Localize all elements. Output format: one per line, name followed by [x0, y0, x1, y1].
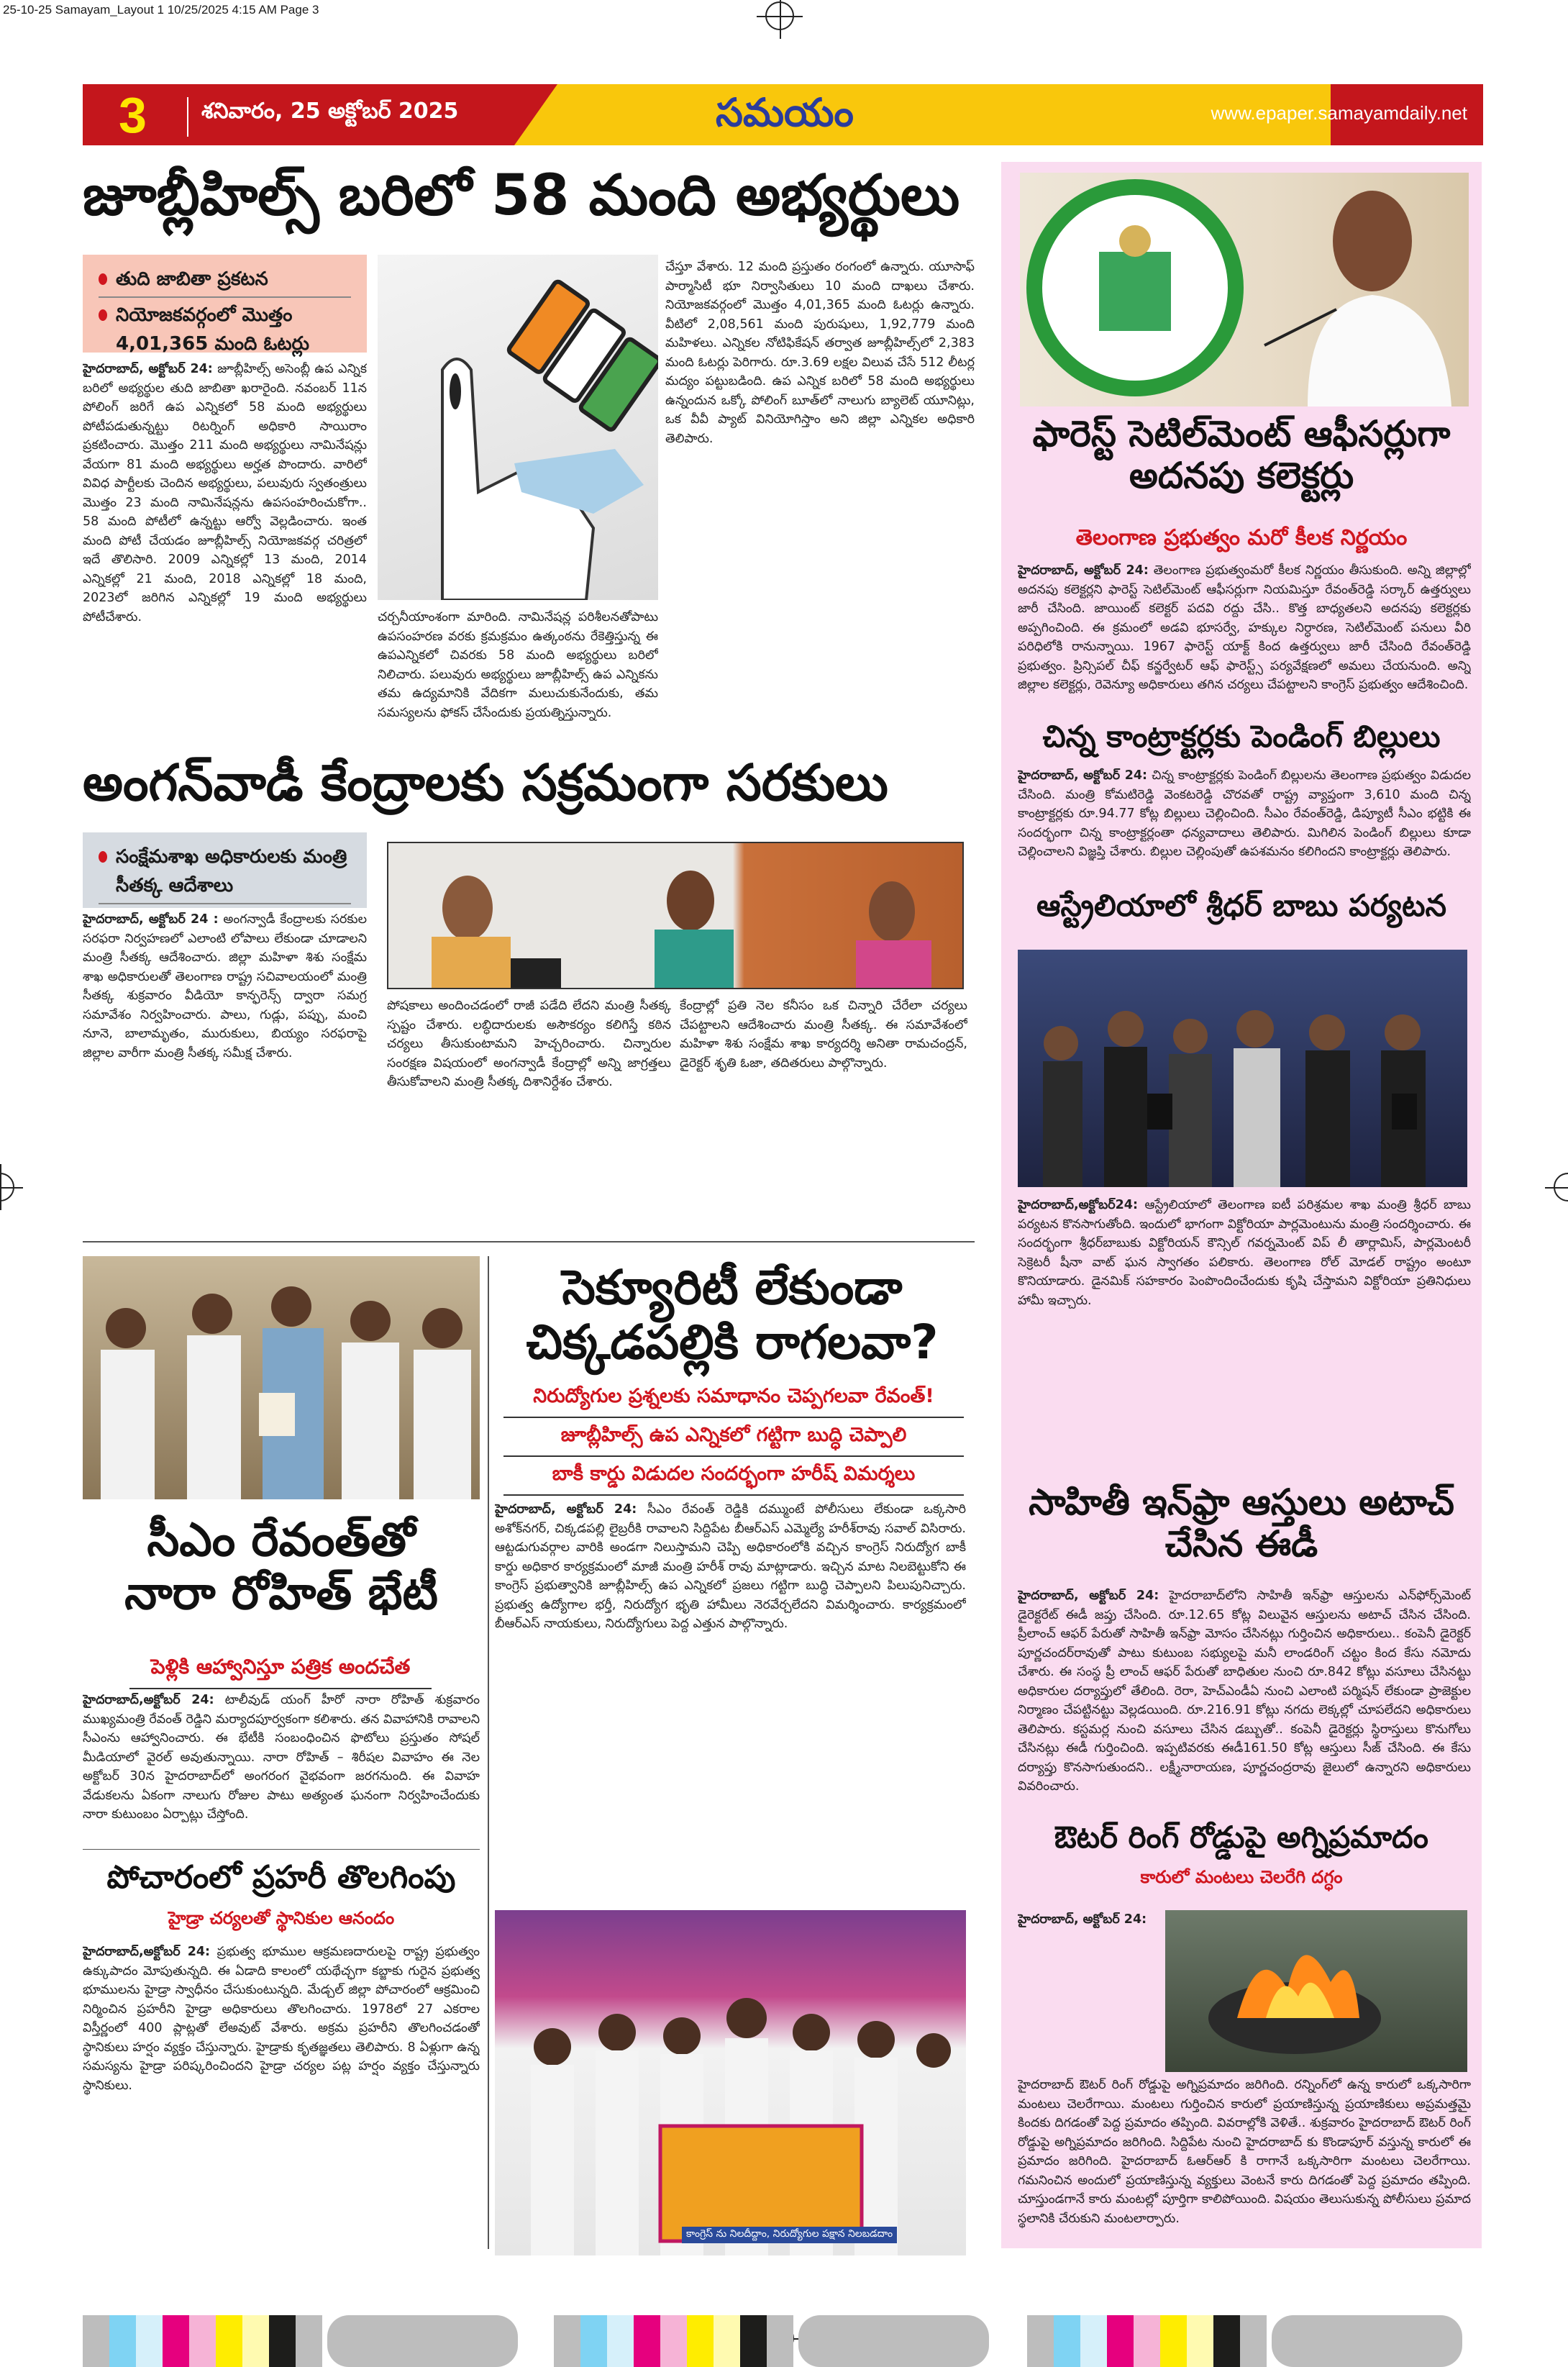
print-slug: 25-10-25 Samayam_Layout 1 10/25/2025 4:15 AM Page 3 — [3, 3, 319, 17]
people-photo-icon — [495, 1910, 966, 2255]
ink-finger-icon — [378, 255, 658, 600]
color-swatch — [767, 2315, 793, 2367]
registration-mark-icon — [765, 1, 794, 30]
registration-mark-icon — [1554, 1173, 1568, 1201]
article-body: పోషకాలు అందించడంలో రాజీ పడేది లేదని మంత్రి సీతక్క స్పష్టం చేశారు. లబ్ధిదారులకు అసౌకర్యం కలిగిస్తే కఠిన చర్యలు తీసుకుంటామని హెచ్చరించారు. చిన్నారుల సంరక్షణ విషయంలో అంగన్వాడీ కేంద్రాల్లో అన్ని జాగ్రత్తలు తీసుకోవాలని మంత్రి సీతక్క దిశానిర్దేశం చేశారు. — [387, 999, 671, 1089]
subheadline: తెలంగాణ ప్రభుత్వం మరో కీలక నిర్ణయం — [1075, 525, 1408, 550]
dateline: హైదరాబాద్,అక్టోబర్24: — [1018, 1198, 1138, 1212]
color-swatch — [1213, 2315, 1240, 2367]
color-swatch — [634, 2315, 660, 2367]
headline-cm-nara-rohit — [83, 1514, 480, 1620]
subheadline: పెళ్లికి ఆహ్వానిస్తూ పత్రిక అందచేత — [129, 1655, 432, 1689]
divider — [187, 97, 188, 137]
headline-fire: ఔటర్ రింగ్ రోడ్డుపై అగ్నిప్రమాదం — [1054, 1819, 1428, 1855]
headline-jubilee-hills: జూబ్లీహిల్స్ బరిలో 58 మంది అభ్యర్థులు — [83, 163, 960, 228]
color-swatch — [216, 2315, 242, 2367]
grey-patch — [1272, 2315, 1462, 2367]
divider — [83, 1241, 975, 1242]
highlights-box — [83, 255, 367, 353]
photo-banner-text: కాంగ్రెస్ ను నిలదీద్దాం, నిరుద్యోగుల పక్షాన నిలబడదాం — [682, 2227, 897, 2243]
color-swatch — [109, 2315, 136, 2367]
color-swatch — [714, 2315, 740, 2367]
color-swatch — [83, 2315, 109, 2367]
article-text: టాలీవుడ్ యంగ్ హీరో నారా రోహిత్ శుక్రవారం ముఖ్యమంత్రి రేవంత్ రెడ్డిని మర్యాదపూర్వకంగా కలిశారు. తన వివాహానికి రావాలని సీఎంను ఆహ్వానించారు. ఈ భేటీకి సంబంధించిన ఫొటోలు ప్రస్తుతం సోషల్ మీడియాలో వైరల్ అవుతున్నాయి. నారా రోహిత్ – శిరీషల వివాహం ఈ నెల అక్టోబర్ 30న హైదరాబాద్‌లో అంగరంగ వైభవంగా జరగనుంది. ఈ వివాహ వేడుకలను ఏకంగా నాలుగు రోజుల పాటు అత్యంత ఘనంగా నిర్వహించేందుకు నారా కుటుంబం ఏర్పాట్లు చేస్తోంది. — [83, 1693, 480, 1822]
headline-line: సీఎం రేవంత్‌తో — [147, 1514, 416, 1567]
fire-icon — [1165, 1910, 1467, 2072]
subheadline: జూబ్లీహిల్స్ ఉప ఎన్నికలో గట్టిగా బుద్ధి చెప్పాలి — [503, 1424, 964, 1457]
meeting-photo — [387, 842, 964, 989]
article-text: ఆస్ట్రేలియాలో తెలంగాణ ఐటీ పరిశ్రమల శాఖ మంత్రి శ్రీధర్ బాబు పర్యటన కొనసాగుతోంది. ఇందులో భాగంగా విక్టోరియా పార్లమెంటును మంత్రి సందర్శించారు. ఈ సందర్భంగా శ్రీధర్‌బాబుకు విక్టోరియన్ కౌన్సిల్ గవర్నమెంట్ విప్ లీ తార్లామిస్, పార్లమెంటరీ సెక్రెటరీ షీనా వాట్ ఘన స్వాగతం పలికారు. తెలంగాణ రోల్ మోడల్ రాష్ట్రం అంటూ కొనియాడారు. డైనమిక్ సహకారం పెంపొందించేందుకు కృషి చేస్తామని విక్టోరియా ప్రతినిధులు హామీ ఇచ్చారు. — [1018, 1198, 1471, 1308]
government-photo — [1020, 173, 1469, 406]
subheadline: కారులో మంటలు చెలరేగి దగ్ధం — [1140, 1867, 1343, 1887]
headline-anganwadi: అంగన్‌వాడీ కేంద్రాలకు సక్రమంగా సరకులు — [83, 753, 888, 812]
issue-date: శనివారం, 25 అక్టోబర్ 2025 — [201, 99, 459, 124]
color-swatch — [242, 2315, 269, 2367]
color-swatch — [163, 2315, 189, 2367]
dateline: హైదరాబాద్, అక్టోబర్ 24: — [1018, 1912, 1147, 1927]
highlight-item: సంక్షేమశాఖ అధికారులకు మంత్రి సీతక్క ఆదేశాలు — [99, 842, 351, 904]
article-text: జూబ్లీహిల్స్ అసెంబ్లీ ఉప ఎన్నిక బరిలో అభ్యర్థుల తుది జాబితా ఖరారైంది. నవంబర్ 11న పోలింగ్ జరిగే ఉప ఎన్నికలో 58 మంది అభ్యర్థులు పోటీపడుతున్నట్టు రిటర్నింగ్ అధికారి సాయిరాం ప్రకటించారు. మొత్తం 211 మంది అభ్యర్థులు నామినేషన్లు వేయగా 81 మంది అభ్యర్థులు అర్హత పొందారు. వారిలో వివిధ పార్టీలకు చెందిన అభ్యర్థులు, పలువురు స్వతంత్రులు మొత్తం 23 మంది నామినేషన్లను ఉపసంహరించుకోగా.. 58 మంది పోటీలో ఉన్నట్టు ఆర్వో వెల్లడించారు. ఇంత మంది పోటీ చేయడం జూబ్లీహిల్స్ నియోజకవర్గ చరిత్రలో ఇదే తొలిసారి. 2009 ఎన్నికల్లో 13 మంది, 2014 ఎన్నికల్లో 21 మంది, 2018 ఎన్నికల్లో 18 మంది, 2023లో జరిగిన ఎన్నికల్లో 19 మంది అభ్యర్థులు పోటీచేశారు. — [83, 362, 367, 624]
brs-event-photo — [495, 1910, 966, 2255]
dateline: హైదరాబాద్,అక్టోబర్ 24: — [83, 1693, 214, 1707]
article-body — [495, 1500, 966, 1899]
masthead — [83, 84, 1483, 145]
article-body — [1018, 1586, 1471, 1824]
grey-patch — [327, 2315, 518, 2367]
highlights-box — [83, 832, 367, 908]
color-swatch — [189, 2315, 216, 2367]
headline-contractors: చిన్న కాంట్రాక్టర్లకు పెండింగ్ బిల్లులు — [1042, 719, 1441, 754]
headline-line: సెక్యూరిటీ లేకుండా — [562, 1260, 903, 1315]
people-photo-icon — [388, 843, 964, 989]
color-swatch — [1080, 2315, 1107, 2367]
article-text: తెలంగాణ ప్రభుత్వంమరో కీలక నిర్ణయం తీసుకుంది. అన్ని జిల్లాల్లో అదనపు కలెక్టర్లని ఫారెస్ట్ సెటిల్‌మెంట్ ఆఫీసర్లుగా నియమిస్తూ రేవంత్‌రెడ్డి సర్కార్ ఉత్తర్వులు జారీ చేసింది. జాయింట్ కలెక్టర్ పదవి రద్దు చేసి.. కొత్త బాధ్యతలని అదనపు కలెక్టర్లకు అప్పగించింది. ఈ క్రమంలో అడవి భూసర్వే, హక్కుల నిర్ధారణ, సెటిల్‌మెంట్ పనులు వీరి పరిధిలోకి రానున్నాయి. 1967 ఫారెస్ట్ యాక్ట్ కింద ఉత్తర్వులు జారీ చేసింది రేవంత్‌రెడ్డి ప్రభుత్వం. ప్రిన్సిపల్ చీఫ్ కన్జర్వేటర్ ఆఫ్ ఫారెస్ట్స్ పర్యవేక్షణలో అమలు చేయనుంది. అన్ని జిల్లాల కలెక్టర్లు, రెవెన్యూ అధికారులు తగిన చర్యలు చేపట్టాలని కాంగ్రెస్ ప్రభుత్వం ఆదేశించింది. — [1018, 563, 1471, 692]
color-swatch — [1240, 2315, 1267, 2367]
car-fire-photo — [1165, 1910, 1467, 2072]
headline-australia: ఆస్ట్రేలియాలో శ్రీధర్ బాబు పర్యటన — [1036, 888, 1446, 923]
highlight-item: నియోజకవర్గంలో మొత్తం 4,01,365 మంది ఓటర్లు — [99, 301, 351, 361]
color-swatch — [1054, 2315, 1080, 2367]
color-swatch — [740, 2315, 767, 2367]
color-swatch — [1027, 2315, 1054, 2367]
subheadline: నిరుద్యోగుల ప్రశ్నలకు సమాధానం చెప్పగలవా రేవంత్! — [503, 1385, 964, 1418]
color-swatch — [1107, 2315, 1134, 2367]
headline-line: నారా రోహిత్ భేటీ — [124, 1566, 438, 1620]
dateline: హైదరాబాద్,అక్టోబర్ 24: — [83, 1945, 211, 1959]
divider — [83, 1849, 480, 1850]
headline-security — [495, 1260, 970, 1370]
article-text: అంగన్వాడీ కేంద్రాలకు సరకుల సరఫరా నిర్వహణలో ఎలాంటి లోపాలు లేకుండా చూడాలని మంత్రి సీతక్క ఆదేశించారు. జిల్లా మహిళా శిశు సంక్షేమ శాఖ అధికారులతో తెలంగాణ రాష్ట్ర సచివాలయంలో మంత్రి సీతక్క శుక్రవారం వీడియో కాన్ఫరెన్స్ ద్వారా సమగ్ర సమావేశం నిర్వహించారు. పాలు, గుడ్లు, పప్పు, మంచి నూనె, బాలామృతం, మురుకులు, బియ్యం సరఫరాపై జిల్లాల వారీగా మంత్రి సీతక్క సమీక్ష చేశారు. — [83, 912, 367, 1060]
subheadline: బాకీ కార్డు విడుదల సందర్భంగా హరీష్ విమర్శలు — [503, 1463, 964, 1496]
article-text: హైదరాబాద్‌లోని సాహితీ ఇన్‌ఫ్రా ఆస్తులను ఎన్‌ఫోర్స్‌మెంట్ డైరెక్టరేట్ ఈడీ జప్తు చేసింది. రూ.12.65 కోట్ల విలువైన ఆస్తులను అటాచ్ చేసిన చేసింది. ప్రీలాంచ్ ఆఫర్ పేరుతో సాహితీ ఇన్‌ఫ్రా మోసం చేసినట్లు గుర్తించిన అధికారులు.. కంపెనీ డైరెక్టర్ పూర్ణచందర్‌రావుతో పాటు కుటుంబ సభ్యులపై మనీ లాండరింగ్ చట్టం కింద కేసు నమోదు చేశారు. ఈ సంస్థ ప్రీ లాంచ్ ఆఫర్ పేరుతో బాధితుల నుంచి రూ.842 కోట్లు వసూలు చేసినట్టు అధికారుల దర్యాప్తులో తేలింది. రెరా, హెచ్ఎండీఏ నుంచి ఎలాంటి పర్మిషన్ లేకుండా ప్రాజెక్టుల నిర్మాణం చేపట్టినట్టు వెల్లడయింది. రూ.216.91 కోట్లు నగదు లెక్కల్లో చూపలేదని అధికారులు తెలిపారు. కస్టమర్ల నుంచి వసూలు చేసిన డబ్బుతో.. కంపెనీ డైరెక్టర్లు స్థిరాస్తులు కొనుగోలు చేసినట్లు ఈడీ గుర్తించింది. ఇప్పటివరకు ఈడీ161.50 కోట్ల ఆస్తులు సీజ్ చేసింది. ఈ కేసు దర్యాప్తు కొనసాగుతుందని.. లక్ష్మీనారాయణ, పూర్ణచంద్రరావు జైలులో ఉన్నారని అధికారులు వివరించారు. — [1018, 1589, 1471, 1794]
article-text: చిన్న కాంట్రాక్టర్లకు పెండింగ్ బిల్లులను తెలంగాణ ప్రభుత్వం విడుదల చేసింది. మంత్రి కోమటిరెడ్డి వెంకటరెడ్డి చొరవతో రాష్ట్ర వ్యాప్తంగా 3,610 మంది చిన్న కాంట్రాక్టర్లకు రూ.94.77 కోట్ల బిల్లులు చెల్లించింది. సీఎం రేవంత్‌రెడ్డి, డిప్యూటీ సీఎం భట్టికి ఈ సందర్భంగా చిన్న కాంట్రాక్టర్లంతా ధన్యవాదాలు తెలిపారు. మిగిలిన పెండింగ్ బిల్లులు కూడా చెల్లించాలని విజ్ఞప్తి చేశారు. బిల్లుల చెల్లింపుతో ఉపశమనం కలిగిందని కాంట్రాక్టర్లు తెలిపారు. — [1018, 768, 1471, 859]
article-body: హైదరాబాద్ ఔటర్ రింగ్ రోడ్డుపై అగ్నిప్రమాదం జరిగింది. రన్నింగ్‌లో ఉన్న కారులో ఒక్కసారిగా మంటలు చెలరేగాయి. మంటలు గుర్తించిన కారులో ప్రయాణిస్తున్న ప్రయాణికులు అప్రమత్తమై కిందకు దిగడంతో పెద్ద ప్రమాదం తప్పింది. వివరాల్లోకి వెళితే.. శుక్రవారం హైదరాబాద్ ఔటర్ రింగ్ రోడ్డుపై అగ్నిప్రమాదం జరిగింది. సిద్దిపేట నుంచి హైదరాబాద్ కు కొండాపూర్ వస్తున్న కారులో ఈ ప్రమాదం జరిగింది. హైదరాబాద్ ఓఆర్ఆర్ కి రాగానే ఒక్కసారిగా మంటలు చెలరేగాయి. గమనించిన అందులో ప్రయాణిస్తున్న వ్యక్తులు వెంటనే కారు దిగడంతో పెద్ద ప్రమాదం తప్పింది. చూస్తుండగానే కారు మంటల్లో పూర్తిగా కాలిపోయింది. విషయం తెలుసుకున్న పోలీసులు ప్రమాద స్థలానికి చేరుకుని మంటలార్పారు. — [1018, 2078, 1471, 2226]
color-swatch — [580, 2315, 607, 2367]
headline-pocharam: పోచారంలో ప్రహరీ తొలగింపు — [106, 1859, 456, 1896]
column-rule — [488, 1256, 489, 2249]
article-body — [1018, 1196, 1471, 1484]
sridhar-babu-australia-photo — [1018, 950, 1467, 1187]
newspaper-logo: సమయం — [716, 90, 854, 135]
color-swatch — [296, 2315, 322, 2367]
article-body: చేస్తూ వేశారు. 12 మంది ప్రస్తుతం రంగంలో ఉన్నారు. యూసాఫ్ పార్మాసిటీ భూ నిర్వాసితులు 10 మంది దాఖలు చేశారు. నియోజకవర్గంలో మొత్తం 4,01,365 మంది ఓటర్లు ఉన్నారు. వీటిలో 2,08,561 మంది పురుషులు, 1,92,779 మంది మహిళలు. ఎన్నికల నోటిఫికేషన్ తర్వాత జూబ్లీహిల్స్‌లో 2,383 మంది ఓటర్లు పెరిగారు. రూ.3.69 లక్షల విలువ చేసే 512 లీటర్ల మద్యం పట్టుబడింది. ఉప ఎన్నిక బరిలో 58 మంది అభ్యర్థులు ఉన్నందున ఒక్కో పోలింగ్ బూత్‌లో నాలుగు బ్యాలెట్ యూనిట్లు, ఒక వీవీ ప్యాట్ వినియోగిస్తాం అని జిల్లా ఎన్నికల అధికారి తెలిపారు. — [665, 260, 975, 446]
cm-nara-rohit-photo — [83, 1256, 480, 1499]
subheadlines — [503, 1385, 964, 1501]
dateline: హైదరాబాద్, అక్టోబర్ 24: — [1018, 563, 1149, 578]
dateline: హైదరాబాద్, అక్టోబర్ 24: — [83, 362, 213, 376]
article-body: కేంద్రాల్లో ప్రతి నెల కనీసం ఒక చిన్నారి చేరేలా చర్యలు చేపట్టాలని ఆదేశించారు మంత్రి సీతక్క. ఈ సమావేశంలో మహిళా శిశు సంక్షేమ శాఖ కార్యదర్శి అనితా రామచంద్రన్, డైరెక్టర్ శృతి ఓజా, తదితరులు పాల్గొన్నారు. — [680, 999, 967, 1071]
color-swatch — [1187, 2315, 1213, 2367]
color-swatch — [269, 2315, 296, 2367]
grey-patch — [798, 2315, 989, 2367]
page-number: 3 — [119, 87, 147, 143]
article-body — [83, 1943, 480, 2230]
headline-line: చిక్కడపల్లికి రాగలవా? — [526, 1314, 939, 1370]
color-swatch — [1134, 2315, 1160, 2367]
article-body — [1018, 766, 1471, 881]
dateline: హైదరాబాద్, అక్టోబర్ 24: — [1018, 768, 1148, 783]
color-swatch — [136, 2315, 163, 2367]
highlight-item: తుది జాబితా ప్రకటన — [99, 265, 351, 298]
color-swatch — [1160, 2315, 1187, 2367]
article-body — [83, 360, 367, 727]
people-photo-icon — [1018, 950, 1467, 1187]
article-body — [83, 1691, 480, 1845]
article-body — [1018, 1910, 1158, 2072]
article-body — [83, 910, 367, 1230]
people-photo-icon — [83, 1256, 480, 1499]
dateline: హైదరాబాద్, అక్టోబర్ 24: — [1018, 1589, 1159, 1603]
headline-forest: ఫారెస్ట్ సెటిల్‌మెంట్ ఆఫీసర్లుగా అదనపు కలెక్టర్లు — [1032, 413, 1451, 496]
dateline: హైదరాబాద్, అక్టోబర్ 24 : — [83, 912, 219, 927]
subheadline: హైడ్రా చర్యలతో స్థానికుల ఆనందం — [168, 1908, 395, 1928]
epaper-link[interactable]: www.epaper.samayamdaily.net — [1211, 102, 1467, 124]
article-text: సీఎం రేవంత్ రెడ్డికి దమ్ముంటే పోలీసులు లేకుండా ఒక్కసారి అశోక్‌నగర్, చిక్కడపల్లి లైబ్రరీకి రావాలని సిద్దిపేట బీఆర్ఎస్ ఎమ్మెల్యే హరీశ్‌రావు సవాల్ విసిరారు. ఆట్టడుగువర్గాల వారికి అండగా నిలుస్తామని చెప్పి అధికారంలోకి వచ్చిన కాంగ్రెస్ నిరుద్యోగ బాకీ కార్డు అధికార కార్యక్రమంలో మాజీ మంత్రి హరీశ్ రావు మాట్లాడారు. ఇచ్చిన మాట నిలబెట్టుకోని ఈ కాంగ్రెస్ ప్రభుత్వానికి జూబ్లీహిల్స్ ఉప ఎన్నికలో ప్రజలు గట్టిగా బుద్ధి చెప్పాలని పిలుపునిచ్చారు. ప్రభుత్వ ఉద్యోగాల భర్తీ, నిరుద్యోగ భృతి హామీలు నెరవేర్చలేదని విమర్శించారు. కార్యక్రమంలో బీఆర్ఎస్ నాయకులు, నిరుద్యోగులు పెద్ద ఎత్తున పాల్గొన్నారు. — [495, 1502, 966, 1631]
article-body: చర్చనీయాంశంగా మారింది. నామినేషన్ల పరిశీలనతోపాటు ఉపసంహరణ వరకు క్రమక్రమం ఉత్కంఠను రేకెత్తిస్తున్న ఈ ఉపఎన్నికలో చివరకు 58 మంది అభ్యర్థులు బరిలో నిలిచారు. పలువురు అభ్యర్థులు జూబ్లీహిల్స్ ఉప ఎన్నికను తమ ఉద్యమానికి వేదికగా మలుచుకునేందుకు, తమ సమస్యలను ఫోకస్ చేసేందుకు ప్రయత్నిస్తున్నారు. — [378, 610, 658, 720]
article-text: ప్రభుత్వ భూముల ఆక్రమణదారులపై రాష్ట్ర ప్రభుత్వం ఉక్కుపాదం మోపుతున్నది. ఈ ఏడాది కాలంలో యథేచ్ఛగా కబ్జాకు గురైన ప్రభుత్వ భూములను హైడ్రా స్వాధీనం చేసుకుంటున్నది. మేడ్చల్ జిల్లా పోచారంలో ఆక్రమించి నిర్మించిన ప్రహరీని హైడ్రా అధికారులు తొలగించారు. 1978లో 27 ఎకరాల విస్తీర్ణంలో 400 ప్లాట్లతో లేఅవుట్ వేశారు. అక్రమ ప్రహరీని తొలగించడంతో స్థానికులు హర్షం వ్యక్తం చేస్తున్నారు. హైడ్రాకు కృతజ్ఞతలు తెలిపారు. 8 ఏళ్లుగా ఉన్న సమస్యను హైడ్రా పరిష్కరించిందని హైడ్రా చర్యల పట్ల హర్షం వ్యక్తం చేస్తున్నారు స్థానికులు. — [83, 1945, 480, 2093]
telangana-emblem-icon — [1020, 173, 1469, 406]
registration-mark-icon — [0, 1173, 14, 1201]
color-swatch — [660, 2315, 687, 2367]
color-swatch — [607, 2315, 634, 2367]
headline-sahithi: సాహితీ ఇన్‌ఫ్రా ఆస్తులు అటాచ్ చేసిన ఈడీ — [1029, 1481, 1454, 1565]
color-swatch — [687, 2315, 714, 2367]
election-commission-illustration — [378, 255, 658, 600]
color-swatch — [554, 2315, 580, 2367]
dateline: హైదరాబాద్, అక్టోబర్ 24: — [495, 1502, 637, 1517]
article-body — [1018, 561, 1471, 712]
